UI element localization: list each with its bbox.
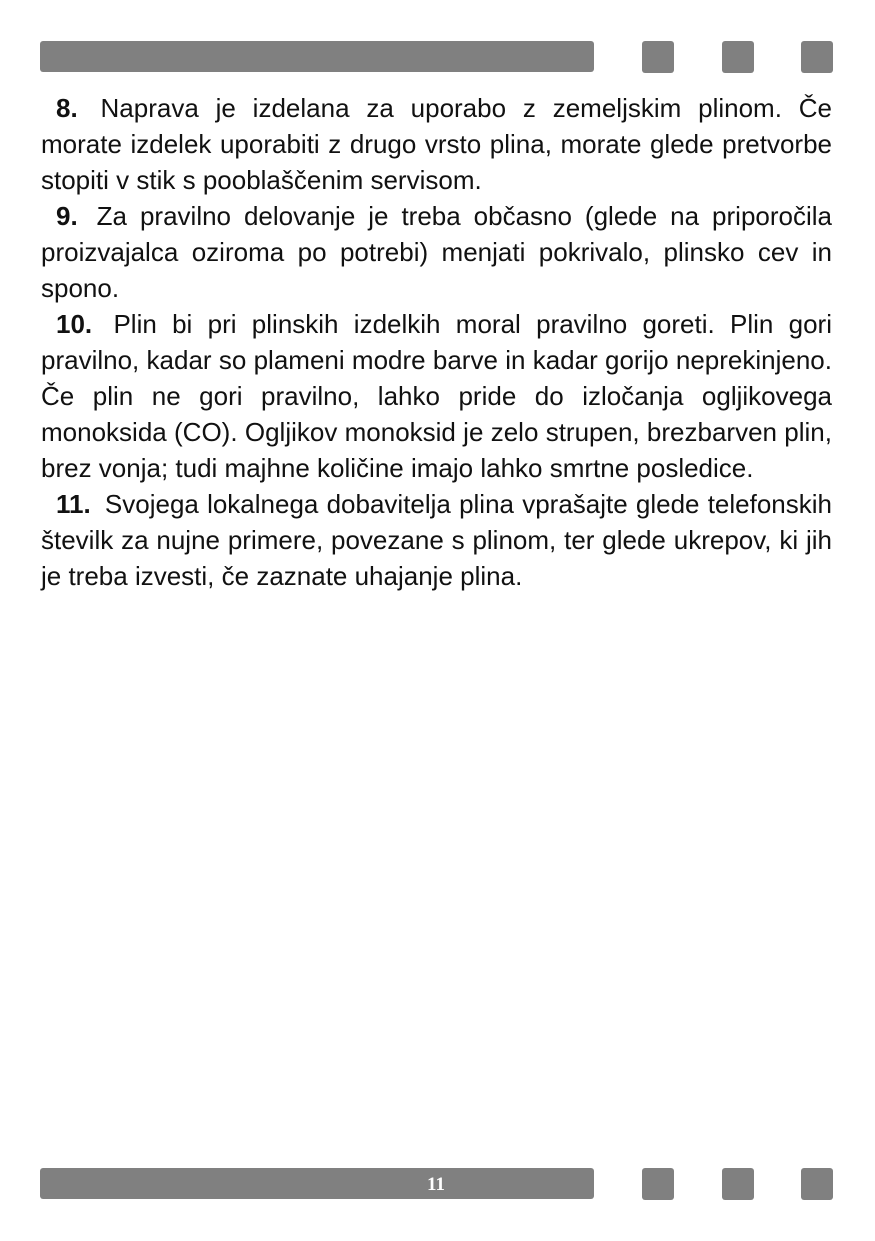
footer-square-2 xyxy=(722,1168,754,1200)
item-text: Za pravilno delovanje je treba občasno (glede na priporočila proizvajalca oziroma po potrebi) menjati pokrivalo, plinsko cev in spono. xyxy=(41,201,832,303)
item-number: 10. xyxy=(56,309,93,339)
item-number: 11. xyxy=(56,489,91,519)
header-square-3 xyxy=(801,41,833,73)
list-item-10 xyxy=(41,306,832,486)
list-item-11 xyxy=(41,486,832,594)
page-number: 11 xyxy=(427,1174,445,1195)
footer-square-1 xyxy=(642,1168,674,1200)
footer-square-3 xyxy=(801,1168,833,1200)
header-bar xyxy=(40,41,594,72)
header-square-1 xyxy=(642,41,674,73)
header-square-2 xyxy=(722,41,754,73)
item-number: 9. xyxy=(56,201,78,231)
item-text: Plin bi pri plinskih izdelkih moral pravilno goreti. Plin gori pravilno, kadar so plameni modre barve in kadar gorijo neprekinjeno. Če plin ne gori pravilno, lahko pride do izločanja ogljikovega monoksida (CO). Ogljikov monoksid je zelo strupen, brezbarven plin, brez vonja; tudi majhne količine imajo lahko smrtne posledice. xyxy=(41,309,832,483)
item-number: 8. xyxy=(56,93,78,123)
footer-bar xyxy=(40,1168,594,1199)
item-text: Svojega lokalnega dobavitelja plina vprašajte glede telefonskih številk za nujne primere, povezane s plinom, ter glede ukrepov, ki jih je treba izvesti, če zaznate uhajanje plina. xyxy=(41,489,832,591)
list-item-9 xyxy=(41,198,832,306)
item-text: Naprava je izdelana za uporabo z zemeljskim plinom. Če morate izdelek uporabiti z drugo vrsto plina, morate glede pretvorbe stopiti v stik s pooblaščenim servisom. xyxy=(41,93,832,195)
page-content xyxy=(41,90,832,594)
list-item-8 xyxy=(41,90,832,198)
